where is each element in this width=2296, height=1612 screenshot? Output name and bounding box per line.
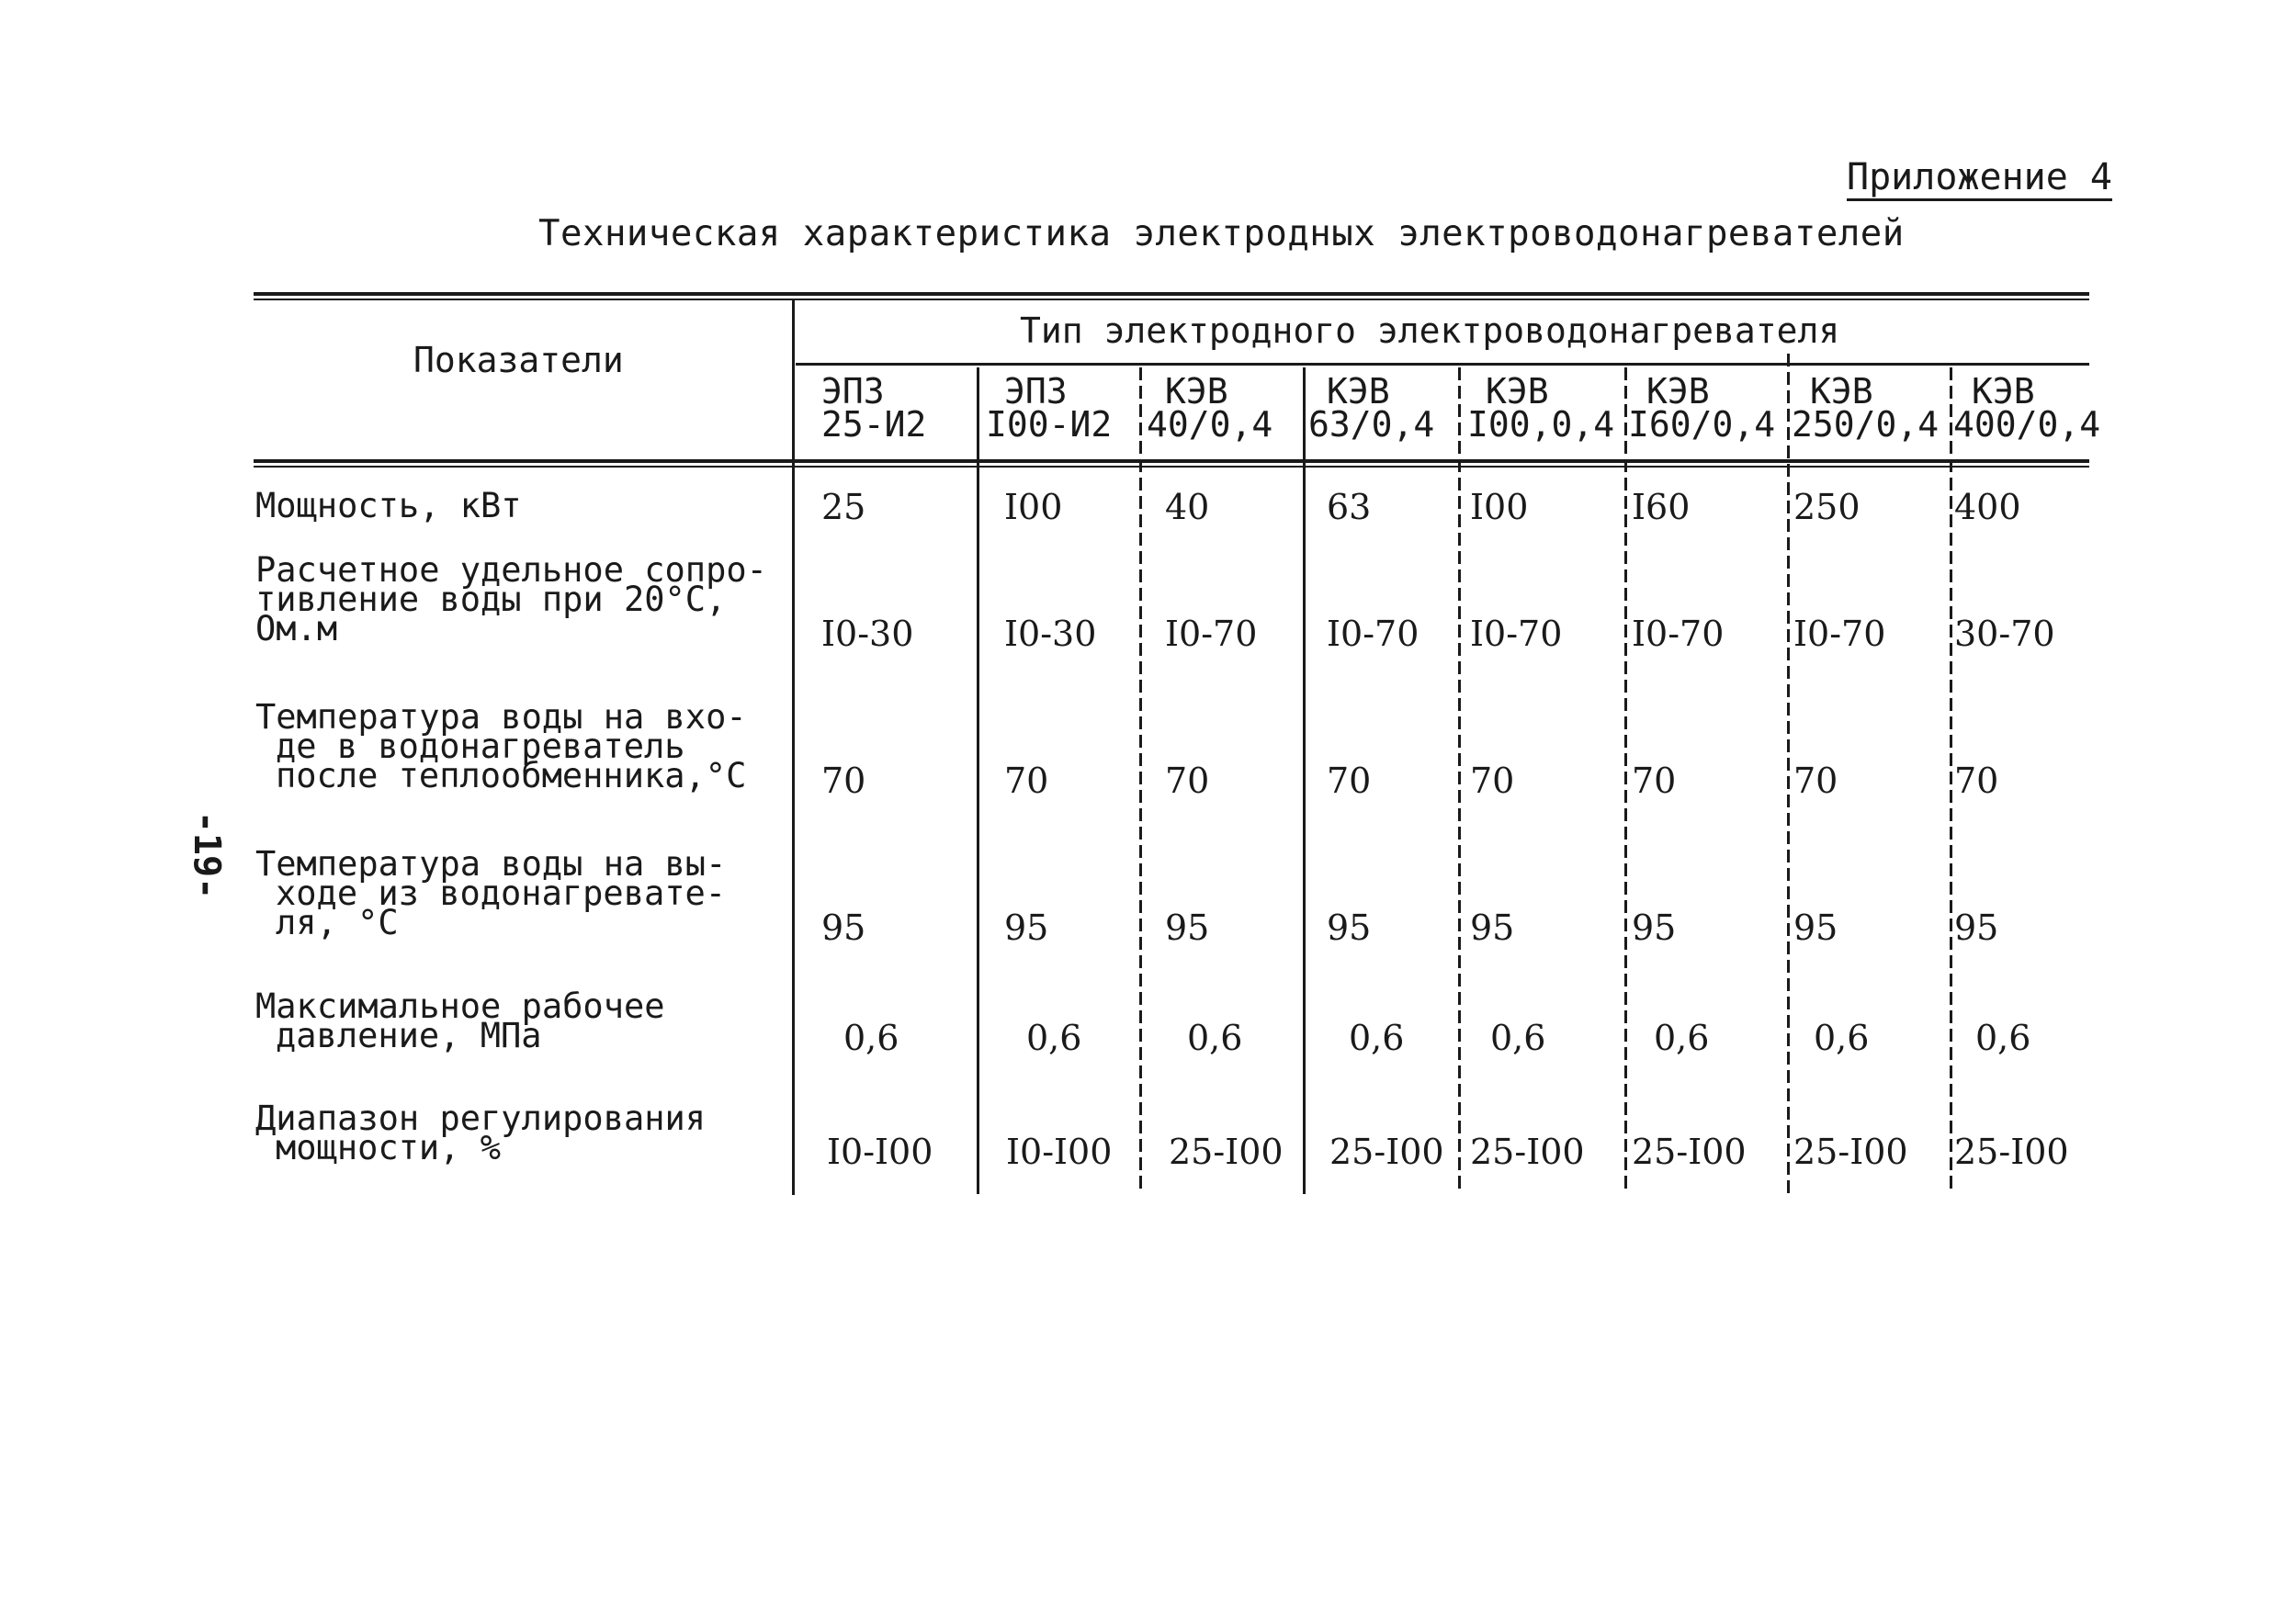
column-divider	[1950, 367, 1952, 1194]
column-divider	[1458, 367, 1461, 1194]
column-header	[1308, 371, 1435, 445]
table-cell: 25-I00	[1632, 1132, 1747, 1172]
table-cell: 70	[1165, 761, 1210, 801]
column-divider	[1787, 354, 1790, 1194]
row-label-max-pressure: Максимальное рабочее давление, МПа	[255, 986, 665, 1055]
column-header-line: 40/0,4	[1147, 404, 1273, 445]
table-cell: 25-I00	[1470, 1132, 1585, 1172]
table-cell: I0-70	[1470, 614, 1563, 654]
row-label-resistivity: Расчетное удельное сопро- тивление воды при 20°С, Ом.м	[255, 550, 767, 648]
column-header-line: КЭВ	[1972, 371, 2035, 411]
table-cell: I00	[1004, 487, 1063, 527]
table-cell: 70	[1327, 761, 1372, 801]
column-divider	[1139, 367, 1142, 1194]
table-cell: I0-70	[1632, 614, 1725, 654]
column-header-line: ЭПЗ	[1004, 371, 1068, 411]
column-header-rule	[254, 459, 2089, 463]
table-cell: I0-30	[821, 614, 914, 654]
column-header-line: ЭПЗ	[821, 371, 885, 411]
table-cell: 70	[1470, 761, 1515, 801]
table-cell: 70	[1793, 761, 1838, 801]
table-cell: 95	[821, 907, 866, 948]
column-header-line: 250/0,4	[1792, 404, 1940, 445]
table-cell: 95	[1470, 907, 1515, 948]
table-cell: 25-I00	[1169, 1132, 1284, 1172]
type-header: Тип электродного электроводонагревателя	[1020, 310, 1840, 351]
column-header	[1147, 371, 1273, 445]
table-cell: 0,6	[1490, 1018, 1546, 1058]
table-cell: 25-I00	[1329, 1132, 1444, 1172]
column-header-line: КЭВ	[1646, 371, 1710, 411]
column-header	[1467, 371, 1615, 445]
column-header-line: I00,0,4	[1467, 404, 1615, 445]
table-cell: 0,6	[1654, 1018, 1710, 1058]
row-label-regulation-range: Диапазон регулирования мощности, %	[255, 1099, 707, 1167]
table-cell: I0-30	[1004, 614, 1097, 654]
table-cell: I0-70	[1793, 614, 1886, 654]
indicator-header: Показатели	[413, 340, 624, 380]
column-header-line: 63/0,4	[1308, 404, 1435, 445]
table-cell: 70	[821, 761, 866, 801]
table-cell: 250	[1793, 487, 1861, 527]
type-header-rule	[796, 363, 2089, 366]
table-cell: 30-70	[1954, 614, 2055, 654]
table-cell: 0,6	[1975, 1018, 2031, 1058]
table-cell: 95	[1793, 907, 1838, 948]
document-title: Техническая характеристика электродных электроводонагревателей	[538, 213, 1905, 254]
table-cell: 95	[1632, 907, 1677, 948]
column-header	[1792, 371, 1940, 445]
column-header-line: КЭВ	[1327, 371, 1390, 411]
column-divider	[977, 367, 979, 1194]
column-header	[821, 371, 927, 445]
column-header-line: I00-И2	[986, 404, 1113, 445]
column-header-line: I60/0,4	[1628, 404, 1776, 445]
column-divider	[792, 299, 795, 1195]
row-label-power: Мощность, кВт	[255, 486, 522, 525]
table-cell: 95	[1004, 907, 1049, 948]
table-cell: 25-I00	[1793, 1132, 1908, 1172]
column-header	[1953, 371, 2101, 445]
table-cell: 0,6	[843, 1018, 899, 1058]
table-cell: 0,6	[1349, 1018, 1405, 1058]
column-header-line: 25-И2	[821, 404, 927, 445]
table-cell: 95	[1327, 907, 1372, 948]
column-header-rule-thin	[254, 466, 2089, 468]
table-cell: I00	[1470, 487, 1529, 527]
table-cell: 70	[1632, 761, 1677, 801]
table-top-rule-thin	[254, 299, 2089, 300]
table-cell: 400	[1954, 487, 2021, 527]
column-header-line: КЭВ	[1486, 371, 1549, 411]
appendix-label: Приложение 4	[1847, 156, 2112, 198]
table-cell: 25-I00	[1954, 1132, 2069, 1172]
column-header-line: 400/0,4	[1953, 404, 2101, 445]
table-cell: 70	[1004, 761, 1049, 801]
table-cell: 25	[821, 487, 866, 527]
table-cell: 95	[1165, 907, 1210, 948]
table-cell: I0-70	[1327, 614, 1419, 654]
table-cell: I0-I00	[1006, 1132, 1113, 1172]
row-label-inlet-temperature: Температура воды на вхо- де в водонагреватель после теплообменника,°С	[255, 697, 747, 795]
table-cell: 0,6	[1814, 1018, 1870, 1058]
table-cell: 0,6	[1187, 1018, 1243, 1058]
table-cell: 70	[1954, 761, 1999, 801]
column-header	[986, 371, 1113, 445]
table-cell: 63	[1327, 487, 1372, 527]
row-label-outlet-temperature: Температура воды на вы- ходе из водонагревате- ля, °С	[255, 844, 727, 942]
table-cell: 0,6	[1026, 1018, 1082, 1058]
table-cell: 40	[1165, 487, 1210, 527]
table-cell: I0-70	[1165, 614, 1258, 654]
table-top-rule	[254, 292, 2089, 296]
page-number: -19-	[186, 810, 228, 900]
table-cell: 95	[1954, 907, 1999, 948]
column-header-line: КЭВ	[1810, 371, 1873, 411]
column-divider	[1624, 367, 1627, 1194]
column-header-line: КЭВ	[1165, 371, 1228, 411]
column-divider	[1303, 367, 1306, 1194]
table-cell: I60	[1632, 487, 1691, 527]
table-cell: I0-I00	[827, 1132, 933, 1172]
column-header	[1628, 371, 1776, 445]
